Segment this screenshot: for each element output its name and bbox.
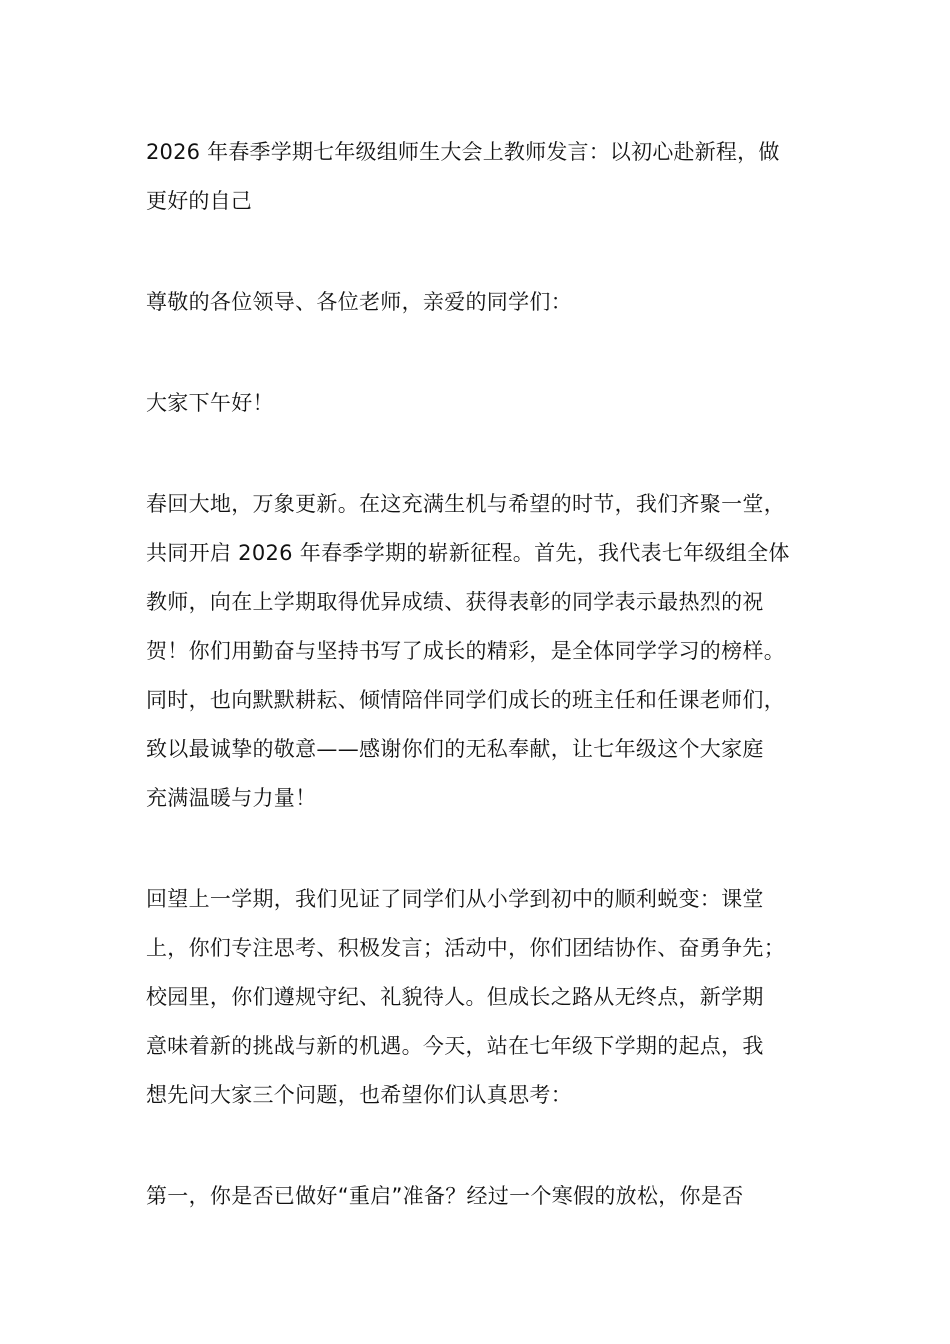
paragraph-line: 上，你们专注思考、积极发言；活动中，你们团结协作、奋勇争先； — [146, 936, 785, 960]
document-title — [146, 128, 816, 226]
paragraph-line: 第一，你是否已做好“重启”准备？经过一个寒假的放松，你是否 — [146, 1184, 744, 1208]
salutation-text: 尊敬的各位领导、各位老师，亲爱的同学们： — [146, 290, 572, 314]
greeting — [146, 379, 816, 428]
paragraph-line: 意味着新的挑战与新的机遇。今天，站在七年级下学期的起点，我 — [146, 1034, 764, 1058]
paragraph-line: 充满温暖与力量！ — [146, 786, 317, 810]
title-line: 更好的自己 — [146, 189, 252, 213]
paragraph-line: 想先问大家三个问题，也希望你们认真思考： — [146, 1083, 572, 1107]
paragraph-2 — [146, 875, 816, 1120]
salutation — [146, 278, 816, 327]
paragraph-line: 同时，也向默默耕耘、倾情陪伴同学们成长的班主任和任课老师们， — [146, 688, 785, 712]
greeting-text: 大家下午好！ — [146, 391, 274, 415]
paragraph-line: 共同开启 2026 年春季学期的崭新征程。首先，我代表七年级组全体 — [146, 541, 790, 565]
paragraph-3 — [146, 1172, 816, 1221]
paragraph-line: 春回大地，万象更新。在这充满生机与希望的时节，我们齐聚一堂， — [146, 492, 785, 516]
paragraph-line: 教师，向在上学期取得优异成绩、获得表彰的同学表示最热烈的祝 — [146, 590, 764, 614]
paragraph-line: 致以最诚挚的敬意——感谢你们的无私奉献，让七年级这个大家庭 — [146, 737, 764, 761]
paragraph-1 — [146, 480, 816, 823]
title-line: 2026 年春季学期七年级组师生大会上教师发言：以初心赴新程，做 — [146, 140, 780, 164]
paragraph-line: 贺！你们用勤奋与坚持书写了成长的精彩，是全体同学学习的榜样。 — [146, 639, 785, 663]
paragraph-line: 回望上一学期，我们见证了同学们从小学到初中的顺利蜕变：课堂 — [146, 887, 764, 911]
document-page — [146, 128, 816, 1273]
paragraph-line: 校园里，你们遵规守纪、礼貌待人。但成长之路从无终点，新学期 — [146, 985, 764, 1009]
